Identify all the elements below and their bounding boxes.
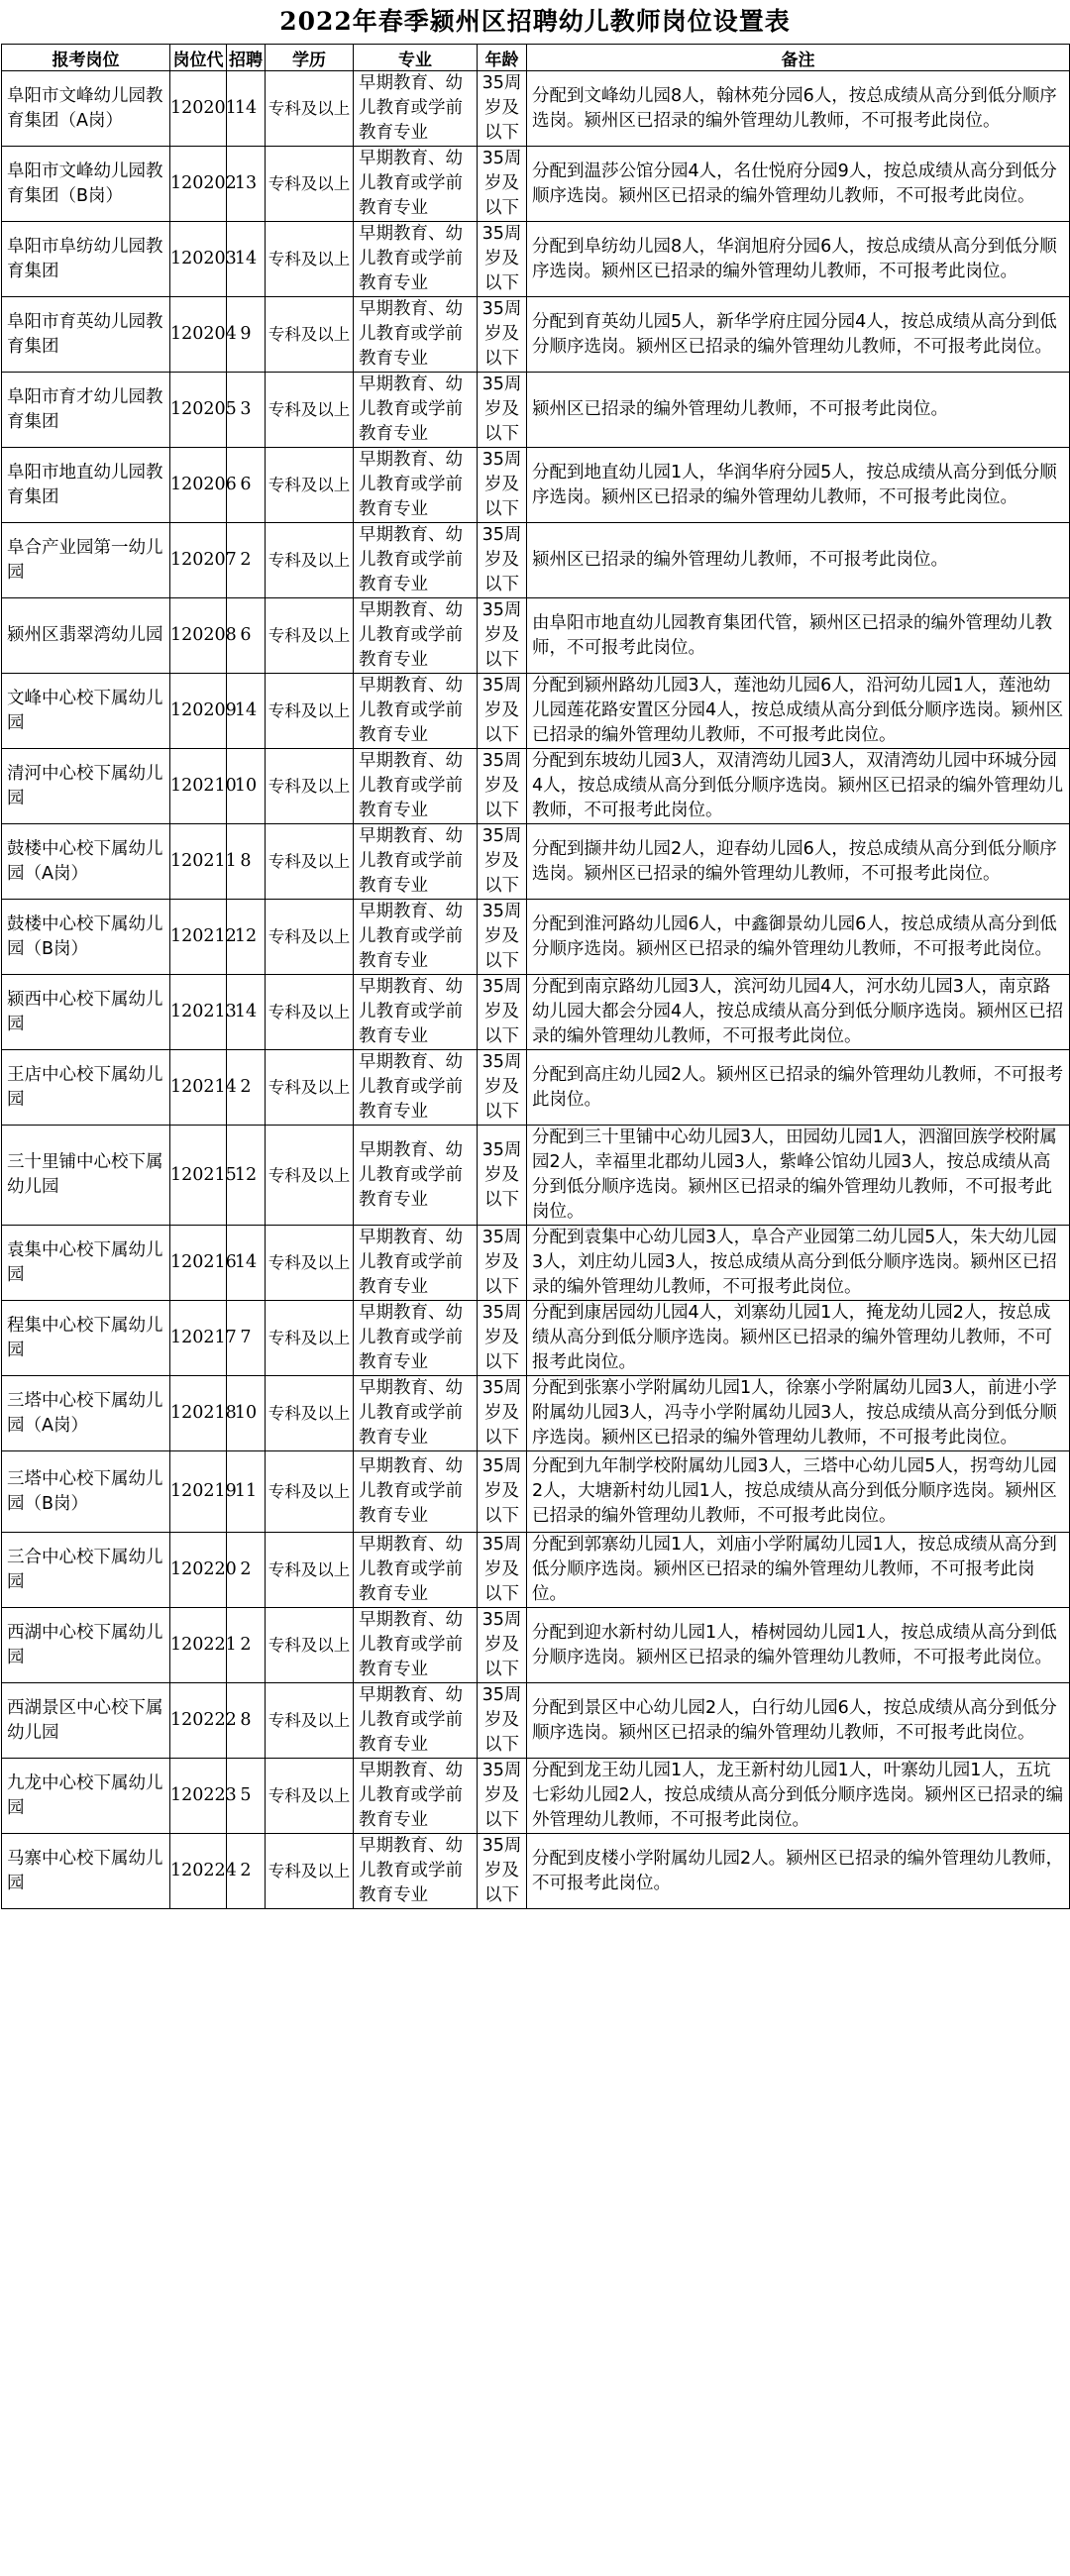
- cell-age: 35周岁及以下: [478, 1683, 527, 1759]
- cell-education: 专科及以上: [266, 297, 354, 373]
- header-major: 专业: [354, 45, 478, 71]
- cell-code: 120212: [170, 900, 227, 975]
- table-row: [2, 1126, 1070, 1226]
- cell-code: 120210: [170, 749, 227, 824]
- cell-age: 35周岁及以下: [478, 1834, 527, 1909]
- cell-age: 35周岁及以下: [478, 1226, 527, 1301]
- cell-major: 早期教育、幼儿教育或学前教育专业: [354, 373, 478, 448]
- table-row: [2, 1301, 1070, 1376]
- cell-note: 分配到袁集中心幼儿园3人，阜合产业园第二幼儿园5人，朱大幼儿园3人，刘庄幼儿园3人，按总成绩从高分到低分顺序选岗。颍州区已招录的编外管理幼儿教师，不可报考此岗位。: [527, 1226, 1070, 1301]
- cell-age: 35周岁及以下: [478, 1050, 527, 1126]
- cell-count: 12: [227, 1126, 266, 1226]
- cell-major: 早期教育、幼儿教育或学前教育专业: [354, 222, 478, 297]
- cell-code: 120216: [170, 1226, 227, 1301]
- cell-code: 120202: [170, 147, 227, 222]
- cell-code: 120214: [170, 1050, 227, 1126]
- cell-note: 分配到南京路幼儿园3人，滨河幼儿园4人，河水幼儿园3人，南京路幼儿园大都会分园4人，按总成绩从高分到低分顺序选岗。颍州区已招录的编外管理幼儿教师，不可报考此岗位。: [527, 975, 1070, 1050]
- cell-code: 120208: [170, 598, 227, 674]
- cell-note: 分配到迎水新村幼儿园1人，椿树园幼儿园1人，按总成绩从高分到低分顺序选岗。颍州区已招录的编外管理幼儿教师，不可报考此岗位。: [527, 1608, 1070, 1683]
- cell-education: 专科及以上: [266, 1126, 354, 1226]
- table-row: [2, 1608, 1070, 1683]
- cell-age: 35周岁及以下: [478, 523, 527, 598]
- cell-position: 阜合产业园第一幼儿园: [2, 523, 170, 598]
- table-row: [2, 297, 1070, 373]
- cell-code: 120219: [170, 1451, 227, 1533]
- cell-position: 三十里铺中心校下属幼儿园: [2, 1126, 170, 1226]
- table-row: [2, 598, 1070, 674]
- cell-code: 120220: [170, 1533, 227, 1608]
- cell-count: 7: [227, 1301, 266, 1376]
- cell-position: 三塔中心校下属幼儿园（A岗）: [2, 1376, 170, 1451]
- cell-education: 专科及以上: [266, 71, 354, 147]
- table-row: [2, 1376, 1070, 1451]
- cell-age: 35周岁及以下: [478, 1376, 527, 1451]
- cell-major: 早期教育、幼儿教育或学前教育专业: [354, 1683, 478, 1759]
- cell-age: 35周岁及以下: [478, 1301, 527, 1376]
- cell-age: 35周岁及以下: [478, 147, 527, 222]
- cell-count: 2: [227, 1533, 266, 1608]
- table-row: [2, 824, 1070, 900]
- header-position: 报考岗位: [2, 45, 170, 71]
- cell-major: 早期教育、幼儿教育或学前教育专业: [354, 1608, 478, 1683]
- cell-position: 王店中心校下属幼儿园: [2, 1050, 170, 1126]
- cell-education: 专科及以上: [266, 749, 354, 824]
- cell-major: 早期教育、幼儿教育或学前教育专业: [354, 1226, 478, 1301]
- cell-age: 35周岁及以下: [478, 900, 527, 975]
- cell-major: 早期教育、幼儿教育或学前教育专业: [354, 975, 478, 1050]
- cell-education: 专科及以上: [266, 1376, 354, 1451]
- cell-note: 分配到文峰幼儿园8人，翰林苑分园6人，按总成绩从高分到低分顺序选岗。颍州区已招录的编外管理幼儿教师，不可报考此岗位。: [527, 71, 1070, 147]
- cell-code: 120221: [170, 1608, 227, 1683]
- cell-code: 120201: [170, 71, 227, 147]
- table-row: [2, 373, 1070, 448]
- cell-age: 35周岁及以下: [478, 448, 527, 523]
- table-row: [2, 147, 1070, 222]
- cell-major: 早期教育、幼儿教育或学前教育专业: [354, 1376, 478, 1451]
- cell-note: 分配到郭寨幼儿园1人，刘庙小学附属幼儿园1人，按总成绩从高分到低分顺序选岗。颍州区已招录的编外管理幼儿教师，不可报考此岗位。: [527, 1533, 1070, 1608]
- cell-education: 专科及以上: [266, 373, 354, 448]
- cell-count: 14: [227, 222, 266, 297]
- cell-age: 35周岁及以下: [478, 674, 527, 749]
- cell-note: 分配到龙王幼儿园1人，龙王新村幼儿园1人，叶寨幼儿园1人，五坑七彩幼儿园2人，按总成绩从高分到低分顺序选岗。颍州区已招录的编外管理幼儿教师，不可报考此岗位。: [527, 1759, 1070, 1834]
- table-row: [2, 1683, 1070, 1759]
- header-row: [2, 45, 1070, 71]
- cell-age: 35周岁及以下: [478, 598, 527, 674]
- cell-age: 35周岁及以下: [478, 1608, 527, 1683]
- cell-count: 3: [227, 373, 266, 448]
- cell-position: 阜阳市地直幼儿园教育集团: [2, 448, 170, 523]
- cell-note: 分配到康居园幼儿园4人，刘寨幼儿园1人，掩龙幼儿园2人，按总成绩从高分到低分顺序选岗。颍州区已招录的编外管理幼儿教师，不可报考此岗位。: [527, 1301, 1070, 1376]
- cell-major: 早期教育、幼儿教育或学前教育专业: [354, 1834, 478, 1909]
- cell-note: 由阜阳市地直幼儿园教育集团代管，颍州区已招录的编外管理幼儿教师，不可报考此岗位。: [527, 598, 1070, 674]
- cell-major: 早期教育、幼儿教育或学前教育专业: [354, 523, 478, 598]
- table-row: [2, 1451, 1070, 1533]
- cell-major: 早期教育、幼儿教育或学前教育专业: [354, 674, 478, 749]
- cell-count: 14: [227, 674, 266, 749]
- cell-position: 阜阳市育英幼儿园教育集团: [2, 297, 170, 373]
- table-row: [2, 674, 1070, 749]
- cell-position: 文峰中心校下属幼儿园: [2, 674, 170, 749]
- cell-count: 8: [227, 824, 266, 900]
- cell-code: 120222: [170, 1683, 227, 1759]
- cell-count: 5: [227, 1759, 266, 1834]
- cell-position: 鼓楼中心校下属幼儿园（B岗）: [2, 900, 170, 975]
- cell-position: 袁集中心校下属幼儿园: [2, 1226, 170, 1301]
- cell-education: 专科及以上: [266, 448, 354, 523]
- cell-code: 120223: [170, 1759, 227, 1834]
- cell-education: 专科及以上: [266, 222, 354, 297]
- cell-position: 阜阳市育才幼儿园教育集团: [2, 373, 170, 448]
- cell-count: 2: [227, 1050, 266, 1126]
- cell-position: 三塔中心校下属幼儿园（B岗）: [2, 1451, 170, 1533]
- cell-position: 九龙中心校下属幼儿园: [2, 1759, 170, 1834]
- cell-age: 35周岁及以下: [478, 1533, 527, 1608]
- cell-code: 120209: [170, 674, 227, 749]
- table-row: [2, 900, 1070, 975]
- cell-note: 分配到张寨小学附属幼儿园1人，徐寨小学附属幼儿园3人，前进小学附属幼儿园3人，冯寺小学附属幼儿园3人，按总成绩从高分到低分顺序选岗。颍州区已招录的编外管理幼儿教师，不可报考此岗位。: [527, 1376, 1070, 1451]
- cell-age: 35周岁及以下: [478, 71, 527, 147]
- cell-age: 35周岁及以下: [478, 749, 527, 824]
- cell-education: 专科及以上: [266, 1301, 354, 1376]
- cell-count: 10: [227, 749, 266, 824]
- header-education: 学历: [266, 45, 354, 71]
- cell-position: 程集中心校下属幼儿园: [2, 1301, 170, 1376]
- cell-major: 早期教育、幼儿教育或学前教育专业: [354, 297, 478, 373]
- table-row: [2, 222, 1070, 297]
- header-count: 招聘: [227, 45, 266, 71]
- cell-count: 13: [227, 147, 266, 222]
- cell-education: 专科及以上: [266, 1683, 354, 1759]
- cell-education: 专科及以上: [266, 1533, 354, 1608]
- cell-major: 早期教育、幼儿教育或学前教育专业: [354, 1533, 478, 1608]
- cell-note: 分配到高庄幼儿园2人。颍州区已招录的编外管理幼儿教师，不可报考此岗位。: [527, 1050, 1070, 1126]
- table-row: [2, 1226, 1070, 1301]
- cell-code: 120217: [170, 1301, 227, 1376]
- table-row: [2, 523, 1070, 598]
- cell-note: 分配到地直幼儿园1人，华润华府分园5人，按总成绩从高分到低分顺序选岗。颍州区已招录的编外管理幼儿教师，不可报考此岗位。: [527, 448, 1070, 523]
- table-row: [2, 975, 1070, 1050]
- cell-code: 120218: [170, 1376, 227, 1451]
- cell-count: 2: [227, 1834, 266, 1909]
- cell-education: 专科及以上: [266, 1834, 354, 1909]
- cell-position: 颍州区翡翠湾幼儿园: [2, 598, 170, 674]
- header-age: 年龄: [478, 45, 527, 71]
- cell-position: 阜阳市文峰幼儿园教育集团（A岗）: [2, 71, 170, 147]
- cell-note: 分配到阜纺幼儿园8人，华润旭府分园6人，按总成绩从高分到低分顺序选岗。颍州区已招录的编外管理幼儿教师，不可报考此岗位。: [527, 222, 1070, 297]
- cell-code: 120205: [170, 373, 227, 448]
- cell-major: 早期教育、幼儿教育或学前教育专业: [354, 900, 478, 975]
- cell-note: 分配到颍州路幼儿园3人，莲池幼儿园6人，沿河幼儿园1人，莲池幼儿园莲花路安置区分园4人，按总成绩从高分到低分顺序选岗。颍州区已招录的编外管理幼儿教师，不可报考此岗位。: [527, 674, 1070, 749]
- cell-age: 35周岁及以下: [478, 1451, 527, 1533]
- cell-education: 专科及以上: [266, 1451, 354, 1533]
- cell-count: 8: [227, 1683, 266, 1759]
- cell-major: 早期教育、幼儿教育或学前教育专业: [354, 1126, 478, 1226]
- cell-position: 鼓楼中心校下属幼儿园（A岗）: [2, 824, 170, 900]
- cell-count: 14: [227, 71, 266, 147]
- cell-major: 早期教育、幼儿教育或学前教育专业: [354, 598, 478, 674]
- cell-count: 14: [227, 1226, 266, 1301]
- cell-code: 120204: [170, 297, 227, 373]
- cell-education: 专科及以上: [266, 147, 354, 222]
- cell-position: 西湖中心校下属幼儿园: [2, 1608, 170, 1683]
- table-row: [2, 1759, 1070, 1834]
- cell-major: 早期教育、幼儿教育或学前教育专业: [354, 448, 478, 523]
- cell-code: 120211: [170, 824, 227, 900]
- cell-note: 颍州区已招录的编外管理幼儿教师，不可报考此岗位。: [527, 523, 1070, 598]
- cell-code: 120224: [170, 1834, 227, 1909]
- cell-note: 分配到景区中心幼儿园2人，白行幼儿园6人，按总成绩从高分到低分顺序选岗。颍州区已招录的编外管理幼儿教师，不可报考此岗位。: [527, 1683, 1070, 1759]
- cell-age: 35周岁及以下: [478, 975, 527, 1050]
- cell-education: 专科及以上: [266, 523, 354, 598]
- cell-count: 6: [227, 598, 266, 674]
- cell-count: 2: [227, 523, 266, 598]
- cell-note: 分配到淮河路幼儿园6人，中鑫御景幼儿园6人，按总成绩从高分到低分顺序选岗。颍州区已招录的编外管理幼儿教师，不可报考此岗位。: [527, 900, 1070, 975]
- cell-count: 2: [227, 1608, 266, 1683]
- cell-age: 35周岁及以下: [478, 297, 527, 373]
- cell-position: 清河中心校下属幼儿园: [2, 749, 170, 824]
- cell-education: 专科及以上: [266, 900, 354, 975]
- cell-age: 35周岁及以下: [478, 824, 527, 900]
- cell-age: 35周岁及以下: [478, 222, 527, 297]
- cell-education: 专科及以上: [266, 824, 354, 900]
- positions-table: [1, 44, 1070, 1909]
- header-code: 岗位代: [170, 45, 227, 71]
- cell-position: 三合中心校下属幼儿园: [2, 1533, 170, 1608]
- cell-count: 11: [227, 1451, 266, 1533]
- table-row: [2, 749, 1070, 824]
- cell-education: 专科及以上: [266, 1226, 354, 1301]
- cell-code: 120207: [170, 523, 227, 598]
- cell-position: 阜阳市文峰幼儿园教育集团（B岗）: [2, 147, 170, 222]
- cell-code: 120203: [170, 222, 227, 297]
- cell-count: 14: [227, 975, 266, 1050]
- table-body: [2, 71, 1070, 1909]
- cell-major: 早期教育、幼儿教育或学前教育专业: [354, 1451, 478, 1533]
- cell-education: 专科及以上: [266, 598, 354, 674]
- cell-note: 分配到育英幼儿园5人，新华学府庄园分园4人，按总成绩从高分到低分顺序选岗。颍州区已招录的编外管理幼儿教师，不可报考此岗位。: [527, 297, 1070, 373]
- cell-note: 分配到撷井幼儿园2人，迎春幼儿园6人，按总成绩从高分到低分顺序选岗。颍州区已招录的编外管理幼儿教师，不可报考此岗位。: [527, 824, 1070, 900]
- cell-note: 分配到三十里铺中心幼儿园3人，田园幼儿园1人，泗溜回族学校附属园2人，幸福里北郡幼儿园3人，紫峰公馆幼儿园3人，按总成绩从高分到低分顺序选岗。颍州区已招录的编外管理幼儿教师，不可报考此岗位。: [527, 1126, 1070, 1226]
- cell-education: 专科及以上: [266, 1608, 354, 1683]
- cell-age: 35周岁及以下: [478, 1126, 527, 1226]
- cell-count: 12: [227, 900, 266, 975]
- cell-position: 西湖景区中心校下属幼儿园: [2, 1683, 170, 1759]
- cell-code: 120213: [170, 975, 227, 1050]
- cell-position: 马寨中心校下属幼儿园: [2, 1834, 170, 1909]
- cell-note: 分配到东坡幼儿园3人，双清湾幼儿园3人，双清湾幼儿园中环城分园4人，按总成绩从高分到低分顺序选岗。颍州区已招录的编外管理幼儿教师，不可报考此岗位。: [527, 749, 1070, 824]
- cell-code: 120206: [170, 448, 227, 523]
- cell-major: 早期教育、幼儿教育或学前教育专业: [354, 749, 478, 824]
- table-row: [2, 448, 1070, 523]
- cell-position: 阜阳市阜纺幼儿园教育集团: [2, 222, 170, 297]
- cell-major: 早期教育、幼儿教育或学前教育专业: [354, 1050, 478, 1126]
- cell-major: 早期教育、幼儿教育或学前教育专业: [354, 71, 478, 147]
- cell-major: 早期教育、幼儿教育或学前教育专业: [354, 147, 478, 222]
- cell-education: 专科及以上: [266, 975, 354, 1050]
- cell-note: 分配到皮楼小学附属幼儿园2人。颍州区已招录的编外管理幼儿教师，不可报考此岗位。: [527, 1834, 1070, 1909]
- cell-note: 颍州区已招录的编外管理幼儿教师，不可报考此岗位。: [527, 373, 1070, 448]
- cell-age: 35周岁及以下: [478, 1759, 527, 1834]
- table-row: [2, 71, 1070, 147]
- table-row: [2, 1834, 1070, 1909]
- table-row: [2, 1050, 1070, 1126]
- cell-age: 35周岁及以下: [478, 373, 527, 448]
- cell-note: 分配到九年制学校附属幼儿园3人，三塔中心幼儿园5人，拐弯幼儿园2人，大塘新村幼儿园1人，按总成绩从高分到低分顺序选岗。颍州区已招录的编外管理幼儿教师，不可报考此岗位。: [527, 1451, 1070, 1533]
- page-title: 2022年春季颍州区招聘幼儿教师岗位设置表: [279, 7, 791, 36]
- header-note: 备注: [527, 45, 1070, 71]
- cell-major: 早期教育、幼儿教育或学前教育专业: [354, 1301, 478, 1376]
- cell-major: 早期教育、幼儿教育或学前教育专业: [354, 1759, 478, 1834]
- cell-education: 专科及以上: [266, 1050, 354, 1126]
- cell-major: 早期教育、幼儿教育或学前教育专业: [354, 824, 478, 900]
- cell-count: 6: [227, 448, 266, 523]
- table-row: [2, 1533, 1070, 1608]
- cell-education: 专科及以上: [266, 674, 354, 749]
- cell-education: 专科及以上: [266, 1759, 354, 1834]
- cell-note: 分配到温莎公馆分园4人，名仕悦府分园9人，按总成绩从高分到低分顺序选岗。颍州区已招录的编外管理幼儿教师，不可报考此岗位。: [527, 147, 1070, 222]
- cell-position: 颍西中心校下属幼儿园: [2, 975, 170, 1050]
- cell-count: 9: [227, 297, 266, 373]
- cell-count: 10: [227, 1376, 266, 1451]
- cell-code: 120215: [170, 1126, 227, 1226]
